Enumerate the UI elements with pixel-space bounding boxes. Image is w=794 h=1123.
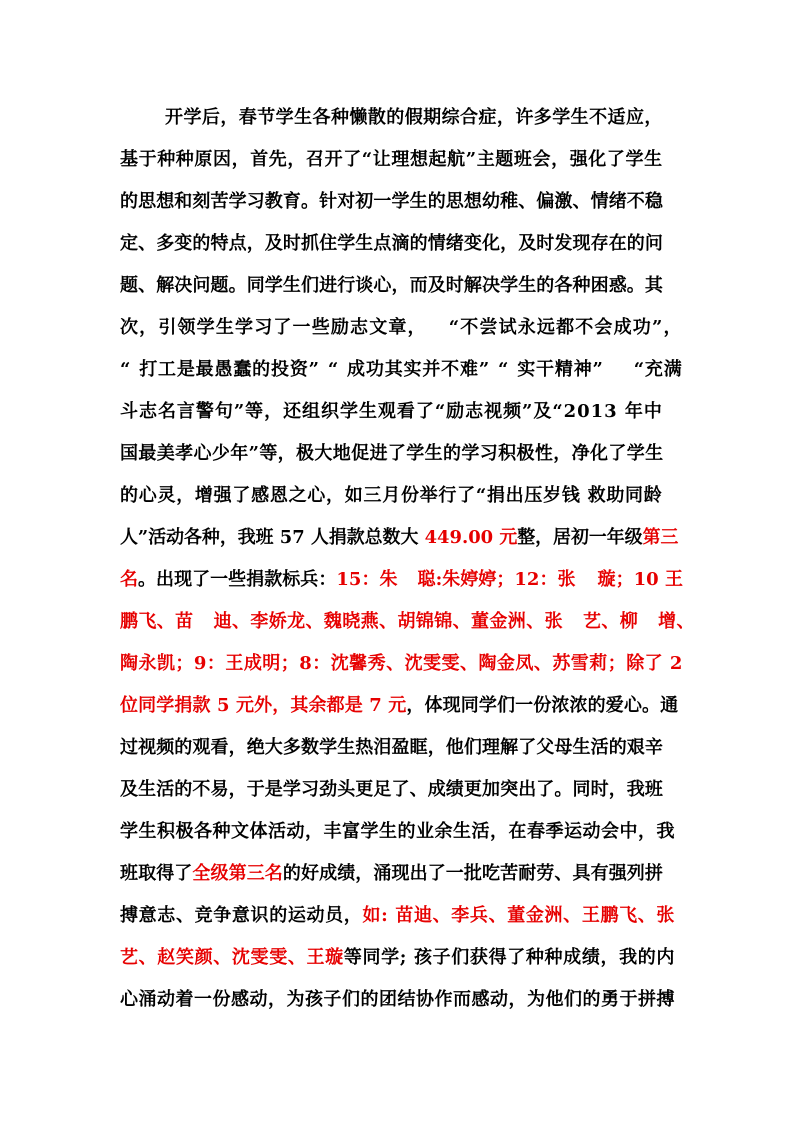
text-line	[120, 904, 675, 928]
text-line	[120, 778, 663, 802]
text-run: 过视频的观看，绝大多数学生热泪盈眶，他们理解了父母生活的艰辛	[120, 737, 663, 758]
text-line	[120, 274, 663, 298]
text-run: 定、多变的特点，及时抓住学生点滴的情绪变化，及时发现存在的问	[120, 233, 663, 254]
text-line	[165, 106, 663, 130]
highlighted-text: 全级第三名	[192, 863, 283, 884]
text-run: 成功其实并不难”	[347, 359, 491, 380]
text-run: 人”活动各种，我班 57 人捐款总数大	[120, 527, 425, 548]
text-run: 的思想和刻苦学习教育。针对初一学生的思想幼稚、偏激、情绪不稳	[120, 191, 663, 212]
highlighted-text: 陶永凯；9：王成明；8：沈馨秀、沈雯雯、陶金凤、苏雪莉；除了 2	[120, 653, 683, 674]
text-run: ，体现同学们一份浓浓的爱心。通	[406, 695, 679, 716]
text-run: 整，居初一年级	[517, 527, 643, 548]
highlighted-text: 第三	[642, 527, 679, 548]
highlighted-text: 如: 苗迪、李兵、董金洲、王鹏飞、张	[362, 905, 676, 926]
text-line	[120, 736, 663, 760]
highlighted-text: 15：朱	[336, 569, 398, 590]
text-run: 班取得了	[120, 863, 193, 884]
text-run: 的心灵，增强了感恩之心，如三月份举行了“捐出压岁钱 救助同龄	[120, 485, 663, 506]
highlighted-text: 迪、李娇龙、魏晓燕、胡锦锦、董金洲、张	[213, 611, 563, 632]
text-line	[120, 526, 678, 550]
text-line	[120, 484, 663, 508]
highlighted-text: 艺、赵笑颜、沈雯雯、王璇	[120, 947, 344, 968]
highlighted-text: 鹏飞、苗	[120, 611, 194, 632]
text-line	[120, 946, 675, 970]
text-run: 。出现了一些捐款标兵：	[138, 569, 337, 590]
text-line	[120, 652, 683, 676]
text-run: “充满	[633, 359, 683, 380]
text-line	[120, 988, 675, 1012]
text-run: “	[327, 359, 340, 380]
text-run: 题、解决问题。同学生们进行谈心，而及时解决学生的各种困惑。其	[120, 275, 663, 296]
highlighted-text: 璇；10 王	[597, 569, 684, 590]
text-line	[120, 358, 683, 382]
text-run: 的好成绩，涌现出了一批吃苦耐劳、具有强列拼	[282, 863, 664, 884]
text-run: “	[498, 359, 510, 380]
text-run: 基于种种原因，首先，召开了“让理想起航”主题班会，强化了学生	[120, 149, 663, 170]
text-run: 实干精神”	[517, 359, 604, 380]
text-line	[120, 820, 675, 844]
text-line	[120, 610, 695, 634]
text-run: 心涌动着一份感动，为孩子们的团结协作而感动，为他们的勇于拼搏	[120, 989, 675, 1010]
text-run: “不尝试永远都不会成功”，	[448, 317, 683, 338]
highlighted-text: 449.00 元	[424, 527, 518, 548]
text-line	[120, 190, 663, 214]
highlighted-text: 增、	[658, 611, 695, 632]
text-line	[120, 316, 683, 340]
text-run: 搏意志、竞争意识的运动员，	[120, 905, 363, 926]
text-line	[120, 442, 663, 466]
text-run: 国最美孝心少年”等，极大地促进了学生的学习积极性，净化了学生	[120, 443, 664, 464]
text-run: 及生活的不易，于是学习劲头更足了、成绩更加突出了。同时，我班	[120, 779, 663, 800]
text-run: 等同学; 孩子们获得了种种成绩，我的内	[343, 947, 676, 968]
text-line	[120, 148, 663, 172]
text-run: 打工是最愚蠢的投资”	[139, 359, 320, 380]
text-run: 斗志名言警句”等，还组织学生观看了“励志视频”及“2013 年中	[120, 401, 663, 422]
text-line	[120, 862, 663, 886]
text-line	[120, 694, 678, 718]
text-line	[120, 568, 683, 592]
highlighted-text: 名	[120, 569, 139, 590]
text-run: “	[120, 359, 132, 380]
text-run: 学生积极各种文体活动，丰富学生的业余生活，在春季运动会中，我	[120, 821, 675, 842]
text-run: 开学后，春节学生各种懒散的假期综合症，许多学生不适应，	[165, 107, 663, 128]
text-line	[120, 400, 663, 424]
highlighted-text: 位同学捐款 5 元外，其余都是 7 元	[120, 695, 407, 716]
highlighted-text: 艺、柳	[582, 611, 639, 632]
text-run: 次，引领学生学习了一些励志文章，	[120, 317, 427, 338]
text-line	[120, 232, 663, 256]
highlighted-text: 聪:朱婷婷；12：张	[417, 569, 576, 590]
